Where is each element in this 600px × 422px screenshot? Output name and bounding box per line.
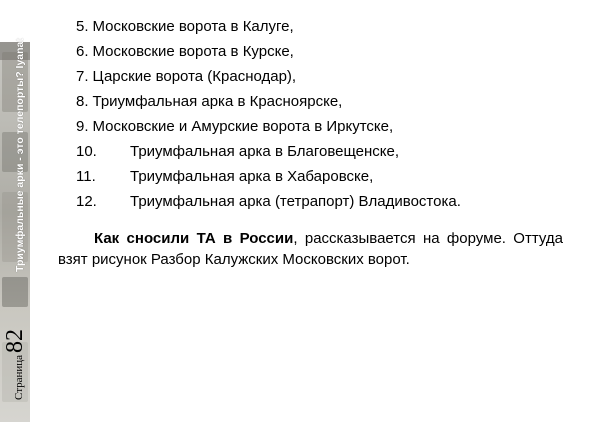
list-item [58, 114, 568, 139]
list-item [58, 189, 568, 214]
strip-arch-detail [2, 277, 28, 307]
list-item-number: 12. [76, 193, 97, 210]
list-item [58, 64, 568, 89]
list-item-text: Московские ворота в Курске, [92, 43, 294, 60]
forum-link[interactable]: Как сносили ТА в России [94, 230, 294, 247]
list-item-text: Московские и Амурские ворота в Иркутске, [92, 118, 394, 135]
page-number-label [3, 329, 27, 400]
page-word: Страница [13, 354, 25, 400]
list-item-number: 9. [76, 118, 89, 135]
list-item [58, 89, 568, 114]
arch-list [58, 14, 568, 214]
list-item-text: Триумфальная арка в Благовещенске, [130, 143, 400, 160]
list-item [58, 14, 568, 39]
list-item-text: Царские ворота (Краснодар), [92, 68, 297, 85]
document-side-title: Триумфальные арки - это телепорты? Iyanat [14, 38, 26, 272]
list-item-text: Московские ворота в Калуге, [92, 18, 294, 35]
list-item-text: Триумфальная арка в Красноярске, [92, 93, 343, 110]
paragraph-text: , рассказывается на форуме. Оттуда взят рисунок Разбор Калужских Московских ворот. [58, 230, 563, 268]
list-item-text: Триумфальная арка (тетрапорт) Владивостока. [130, 193, 461, 210]
list-item [58, 164, 568, 189]
list-item-number: 8. [76, 93, 89, 110]
list-item-number: 10. [76, 143, 97, 160]
body-paragraph [58, 228, 563, 270]
list-item-number: 5. [76, 18, 89, 35]
list-item-number: 6. [76, 43, 89, 60]
list-item-number: 7. [76, 68, 89, 85]
page-number: 82 [2, 328, 28, 353]
list-item-number: 11. [76, 168, 96, 185]
list-item [58, 139, 568, 164]
list-item [58, 39, 568, 64]
page-content [58, 14, 568, 285]
list-item-text: Триумфальная арка в Хабаровске, [130, 168, 374, 185]
